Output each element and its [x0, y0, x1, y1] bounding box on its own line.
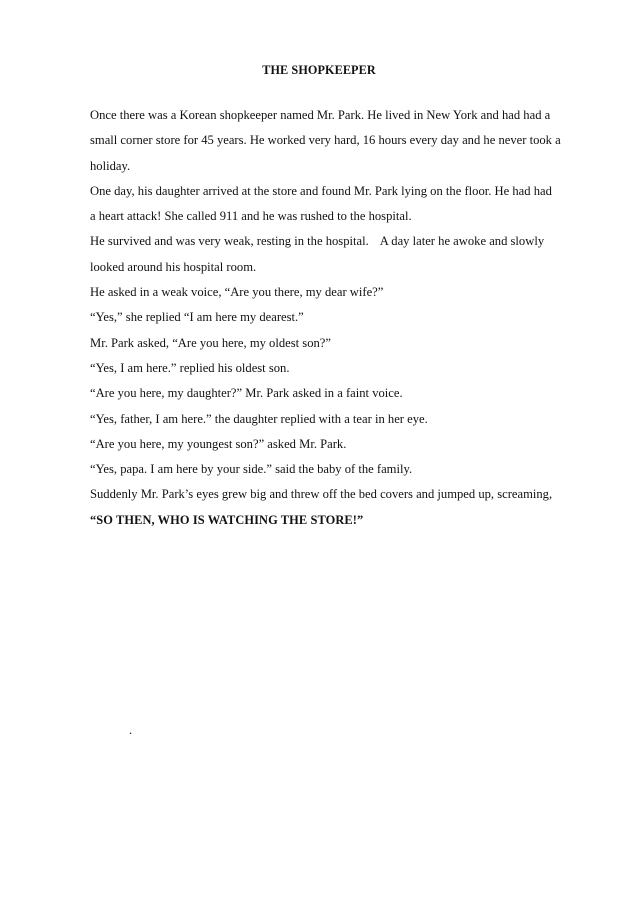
story-line: One day, his daughter arrived at the store and found Mr. Park lying on the floor. He had had: [90, 183, 552, 198]
document-title: THE SHOPKEEPER: [262, 63, 376, 77]
story-line: a heart attack! She called 911 and he was rushed to the hospital.: [90, 209, 412, 224]
story-line: “Are you here, my youngest son?” asked Mr. Park.: [90, 436, 347, 451]
story-line: Mr. Park asked, “Are you here, my oldest son?”: [90, 335, 331, 350]
story-line: holiday.: [90, 158, 131, 173]
story-punchline: “SO THEN, WHO IS WATCHING THE STORE!”: [90, 512, 364, 527]
story-line: looked around his hospital room.: [90, 259, 257, 274]
story-line: “Yes,” she replied “I am here my dearest.”: [90, 310, 304, 325]
story-line: “Yes, father, I am here.” the daughter replied with a tear in her eye.: [90, 411, 428, 426]
story-line: Once there was a Korean shopkeeper named Mr. Park. He lived in New York and had had a: [90, 108, 551, 122]
stray-period: .: [129, 723, 133, 737]
story-line: “Are you here, my daughter?” Mr. Park asked in a faint voice.: [90, 386, 403, 401]
story-body: [90, 103, 590, 533]
story-line: He asked in a weak voice, “Are you there, my dear wife?”: [90, 285, 384, 300]
story-line-part: He survived and was very weak, resting in the hospital.: [90, 234, 369, 249]
story-line: “Yes, papa. I am here by your side.” said the baby of the family.: [90, 462, 413, 477]
story-line: “Yes, I am here.” replied his oldest son.: [90, 360, 290, 375]
story-line-part: A day later he awoke and slowly: [379, 234, 545, 249]
story-line: small corner store for 45 years. He worked very hard, 16 hours every day and he never took a: [90, 133, 561, 148]
story-line-split: [90, 229, 590, 254]
story-line: Suddenly Mr. Park’s eyes grew big and threw off the bed covers and jumped up, screaming,: [90, 487, 553, 502]
